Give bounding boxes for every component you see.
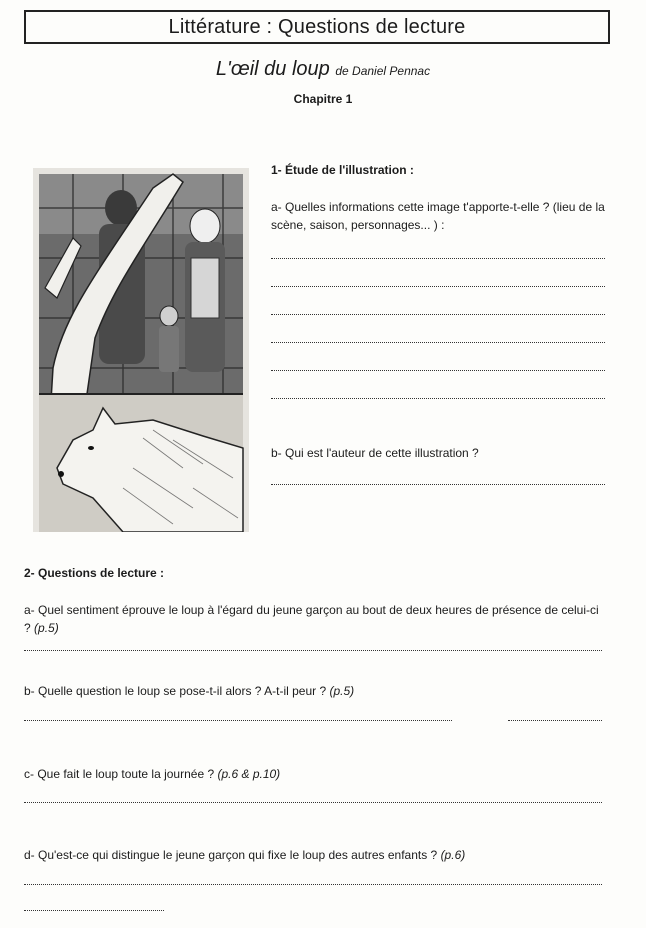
question-text: a- Quel sentiment éprouve le loup à l'égard du jeune garçon au bout de deux heures de présence de celui-ci ?	[24, 603, 599, 635]
section-2-question-c	[24, 765, 604, 783]
answer-line[interactable]	[271, 314, 605, 315]
question-text: c- Que fait le loup toute la journée ?	[24, 767, 215, 781]
question-text: d- Qu'est-ce qui distingue le jeune garçon qui fixe le loup des autres enfants ?	[24, 848, 438, 862]
answer-line[interactable]	[271, 286, 605, 287]
section-2-question-a	[24, 601, 604, 637]
question-text: b- Quelle question le loup se pose-t-il alors ? A-t-il peur ?	[24, 684, 327, 698]
answer-line[interactable]	[24, 650, 602, 651]
answer-line[interactable]	[24, 910, 164, 911]
page-reference: (p.6 & p.10)	[217, 767, 281, 781]
answer-line[interactable]	[271, 342, 605, 343]
worksheet-title: Littérature : Questions de lecture	[24, 10, 610, 44]
page-reference: (p.5)	[329, 684, 355, 698]
book-author: de Daniel Pennac	[335, 64, 431, 78]
answer-line[interactable]	[271, 484, 605, 485]
section-2-question-b	[24, 682, 604, 700]
section-2-heading: 2- Questions de lecture :	[24, 566, 165, 580]
answer-line[interactable]	[508, 720, 602, 721]
answer-line[interactable]	[271, 398, 605, 399]
chapter-label: Chapitre 1	[293, 92, 353, 106]
book-title-line	[0, 58, 646, 81]
section-1-question-b: b- Qui est l'auteur de cette illustration ?	[271, 446, 479, 460]
book-title: L'œil du loup	[215, 58, 330, 80]
section-1-question-a: a- Quelles informations cette image t'apporte-t-elle ? (lieu de la scène, saison, personnages... ) :	[271, 200, 605, 232]
book-illustration	[33, 168, 249, 532]
answer-line[interactable]	[271, 258, 605, 259]
answer-line[interactable]	[271, 370, 605, 371]
answer-line[interactable]	[24, 802, 602, 803]
illustration-drawing	[33, 168, 249, 532]
answer-line[interactable]	[24, 884, 602, 885]
section-2-question-d	[24, 846, 604, 864]
answer-line[interactable]	[24, 720, 452, 721]
section-1-heading: 1- Étude de l'illustration :	[271, 163, 414, 177]
page-reference: (p.6)	[440, 848, 466, 862]
page-reference: (p.5)	[34, 621, 59, 635]
